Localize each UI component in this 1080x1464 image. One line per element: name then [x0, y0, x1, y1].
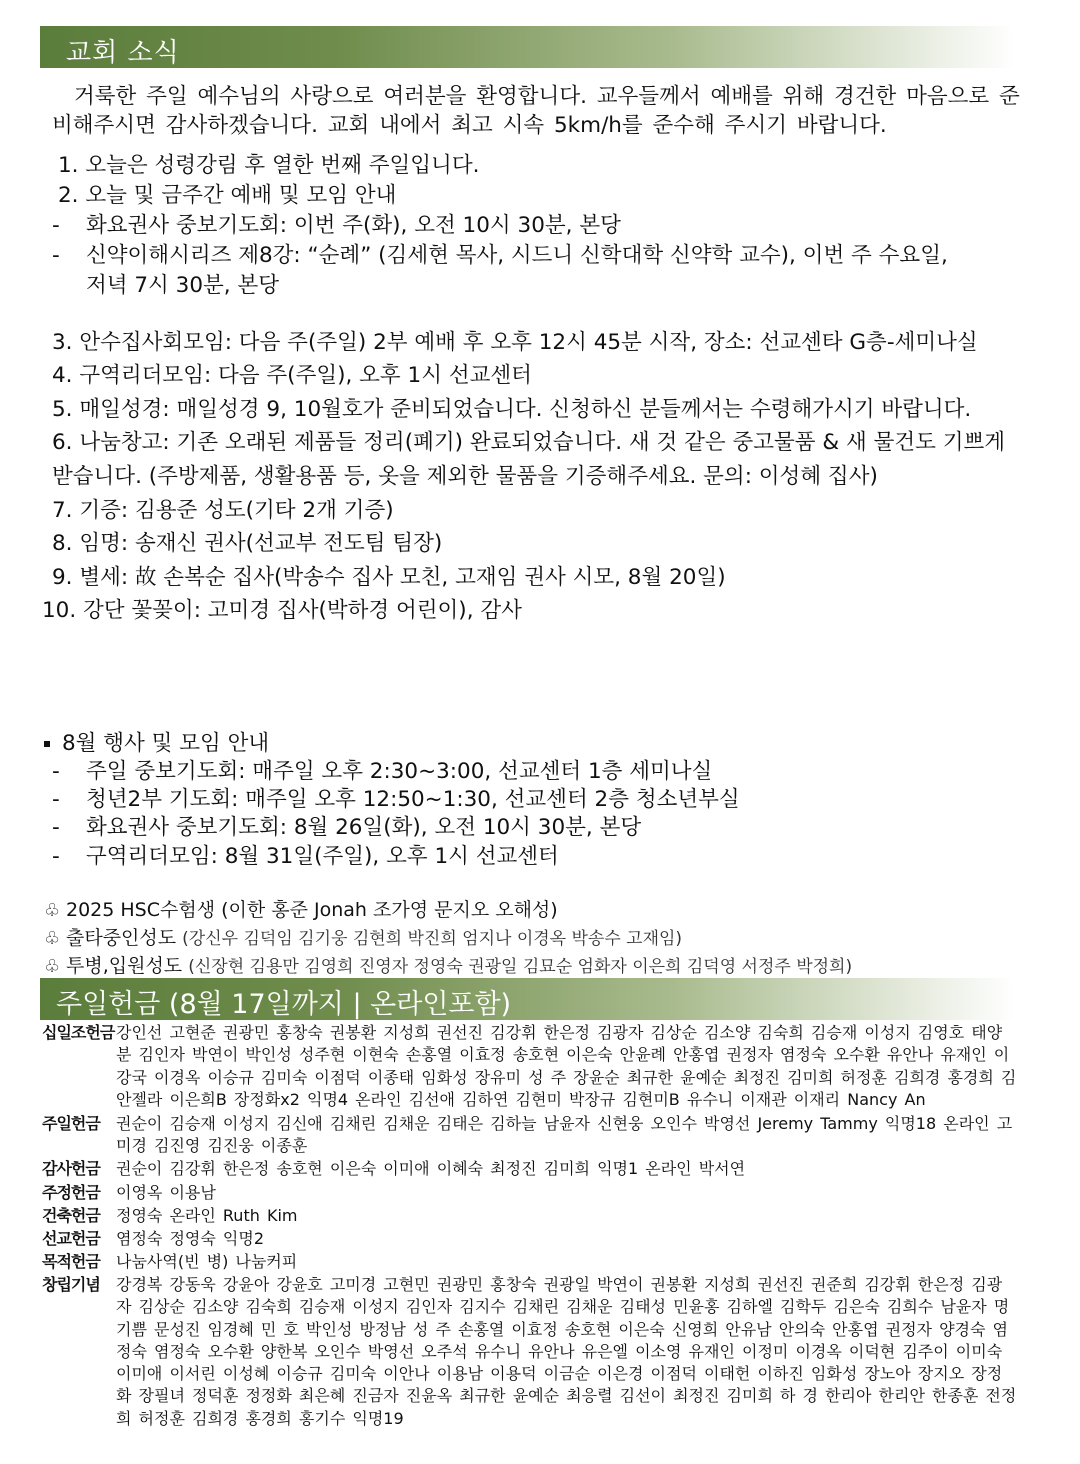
- news-subitem-text: 화요권사 중보기도회: 이번 주(화), 오전 10시 30분, 본당: [86, 213, 621, 238]
- offering-label: 건축헌금: [42, 1206, 100, 1225]
- offering-row-building: [42, 1205, 1017, 1227]
- church-news-header: [40, 26, 1015, 68]
- august-event: [52, 842, 559, 872]
- offering-names: 강인선 고현준 권광민 홍창숙 권봉환 지성희 권선진 김강휘 한은정 김광자 김상순 김소양 김숙희 김승재 이성지 김영호 태양분 김인자 박연이 박인성 성주현 이현숙 손홍열 이효정 송호현 이은숙 안윤례 안홍엽 권정자 염정숙 오수환 유안나 유재인 이강국 이경옥 이승규 김미숙 이점덕 이종태 임화성 장유미 성 주 장윤순 최규한 윤예순 최정진 김미희 허정훈 김희경 홍경희 김안젤라 이은희B 장정화x2 익명4 온라인 김선애 김하연 김현미 박장규 김현미B 유수니 이재관 이재리 Nancy An: [116, 1023, 1017, 1109]
- dash-bullet: -: [52, 759, 60, 784]
- august-event-text: 화요권사 중보기도회: 8월 26일(화), 오전 10시 30분, 본당: [86, 815, 642, 840]
- news-subitem: [52, 211, 621, 241]
- offering-label: 십일조헌금: [42, 1023, 115, 1042]
- offering-title: 주일헌금 (8월 17일까지 | 온라인포함): [56, 989, 512, 1020]
- offering-label: 주일헌금: [42, 1114, 100, 1133]
- club-icon: ♧: [44, 928, 61, 949]
- dash-bullet: -: [52, 213, 60, 238]
- club-icon: ♧: [44, 900, 61, 921]
- news-subitem: [52, 241, 948, 271]
- dash-bullet: -: [52, 815, 60, 840]
- offering-row-thanks: [42, 1158, 1017, 1180]
- dash-bullet: -: [52, 787, 60, 812]
- dash-bullet: -: [52, 844, 60, 869]
- offering-names: 권순이 김강휘 한은정 송호현 이은숙 이미애 이혜숙 최정진 김미희 익명1 온라인 박서연: [116, 1159, 746, 1178]
- offering-names: 강경복 강동욱 강윤아 강윤호 고미경 고현민 권광민 홍창숙 권광일 박연이 권봉환 지성희 권선진 권준희 김강휘 한은정 김광자 김상순 김소양 김숙희 김승재 이성지 김인자 김지수 김채린 김채운 김태성 민윤홍 김하엘 김학두 김은숙 김희수 남윤자 명기쁨 문성진 임경혜 민 호 박인성 방정남 성 주 손홍열 이효정 송호현 이은숙 신영희 안유남 안의숙 안홍엽 권정자 양경숙 염정숙 염정숙 오수환 양한복 오인수 박영선 오주석 유수니 유안나 유은엘 이소영 유재인 이정미 이경옥 이덕현 김주이 이미숙 이미애 이서린 이성혜 이승규 김미숙 이안나 이용남 이용덕 이금순 이은경 이점덕 이태헌 이하진 임화성 장노아 장지오 장정화 장필녀 정덕훈 정정화 최은혜 진금자 진윤옥 최규한 윤예순 최응렬 김선이 최정진 김미희 하 경 한리아 한리안 한종훈 전정희 허정훈 김희경 홍경희 홍기수 익명19: [116, 1275, 1017, 1428]
- news-item-6: 6. 나눔창고: 기존 오래된 제품들 정리(폐기) 완료되었습니다. 새 것 같은 중고물품 & 새 물건도 기쁘게: [52, 430, 1006, 455]
- club-icon: ♧: [44, 956, 61, 977]
- august-event-text: 청년2부 기도회: 매주일 오후 12:50~1:30, 선교센터 2층 청소년부실: [86, 787, 740, 812]
- offering-names: 이영옥 이용남: [116, 1183, 216, 1202]
- square-bullet-icon: [44, 741, 50, 747]
- offering-header: [40, 978, 1015, 1020]
- august-event: [52, 785, 740, 815]
- news-item-5: 5. 매일성경: 매일성경 9, 10월호가 준비되었습니다. 신청하신 분들께서는 수령해가시기 바랍니다.: [52, 397, 972, 422]
- offering-row-mission: [42, 1228, 1017, 1250]
- offering-label: 주정헌금: [42, 1183, 100, 1202]
- traveling-members-label: 출타중인성도: [66, 927, 177, 949]
- news-item-6-continued: 받습니다. (주방제품, 생활용품 등, 옷을 제외한 물품을 기증해주세요. 문의: 이성혜 집사): [52, 464, 878, 489]
- offering-label: 창립기념: [42, 1275, 100, 1294]
- offering-row-anniversary: [42, 1274, 1017, 1430]
- welcome-paragraph: 거룩한 주일 예수님의 사랑으로 여러분을 환영합니다. 교우들께서 예배를 위해 경건한 마음으로 준비해주시면 감사하겠습니다. 교회 내에서 최고 시속 5km/h를 준수해 주시기 바랍니다.: [52, 84, 1020, 138]
- offering-row-tithe: [42, 1022, 1017, 1111]
- offering-names: 정영숙 온라인 Ruth Kim: [116, 1206, 298, 1225]
- offering-row-sunday: [42, 1113, 1017, 1158]
- august-event-text: 구역리더모임: 8월 31일(주일), 오후 1시 선교센터: [86, 844, 559, 869]
- offering-label: 감사헌금: [42, 1159, 100, 1178]
- offering-names: 나눔사역(빈 병) 나눔커피: [116, 1252, 298, 1271]
- offering-label: 선교헌금: [42, 1229, 100, 1248]
- august-event-text: 주일 중보기도회: 매주일 오후 2:30~3:00, 선교센터 1층 세미나실: [86, 759, 713, 784]
- traveling-members: [44, 923, 682, 954]
- hsc-students: [44, 895, 558, 926]
- hsc-students-text: 2025 HSC수험생 (이한 홍준 Jonah 조가영 문지오 오해성): [66, 899, 558, 921]
- offering-row-weekly: [42, 1182, 1017, 1204]
- august-event: [52, 757, 712, 787]
- news-subitem-continued: 저녁 7시 30분, 본당: [86, 273, 279, 298]
- august-events-title: [44, 729, 269, 759]
- news-item-2: 2. 오늘 및 금주간 예배 및 모임 안내: [58, 183, 397, 208]
- news-item-9: 9. 별세: 故 손복순 집사(박송수 집사 모친, 고재임 권사 시모, 8월 20일): [52, 565, 726, 590]
- news-item-3: 3. 안수집사회모임: 다음 주(주일) 2부 예배 후 오후 12시 45분 시작, 장소: 선교센타 G층-세미나실: [52, 330, 978, 355]
- sick-members-label: 투병,입원성도: [66, 955, 183, 977]
- sick-members-names: (신장현 김용만 김영희 진영자 정영숙 권광일 김묘순 엄화자 이은희 김덕영 서정주 박정희): [188, 957, 853, 977]
- news-item-8: 8. 임명: 송재신 권사(선교부 전도팀 팀장): [52, 531, 443, 556]
- august-event: [52, 813, 641, 843]
- news-subitem-text: 신약이해시리즈 제8강: “순례” (김세현 목사, 시드니 신학대학 신약학 교수), 이번 주 수요일,: [86, 243, 948, 268]
- offering-row-purpose: [42, 1251, 1017, 1273]
- offering-names: 염정숙 정영숙 익명2: [116, 1229, 264, 1248]
- news-item-7: 7. 기증: 김용준 성도(기타 2개 기증): [52, 498, 394, 523]
- offering-label: 목적헌금: [42, 1252, 100, 1271]
- news-item-10: 10. 강단 꽃꽂이: 고미경 집사(박하경 어린이), 감사: [42, 598, 522, 623]
- church-news-title: 교회 소식: [66, 38, 180, 68]
- offering-names: 권순이 김승재 이성지 김신애 김채린 김채운 김태은 김하늘 남윤자 신현웅 오인수 박영선 Jeremy Tammy 익명18 온라인 고미경 김진영 김진웅 이종훈: [116, 1114, 1013, 1156]
- traveling-members-names: (강신우 김덕임 김기웅 김현희 박진희 엄지나 이경옥 박송수 고재임): [182, 929, 683, 949]
- news-item-1: 1. 오늘은 성령강림 후 열한 번째 주일입니다.: [58, 153, 480, 178]
- news-item-4: 4. 구역리더모임: 다음 주(주일), 오후 1시 선교센터: [52, 363, 532, 388]
- dash-bullet: -: [52, 243, 60, 268]
- august-events-title-text: 8월 행사 및 모임 안내: [62, 731, 270, 756]
